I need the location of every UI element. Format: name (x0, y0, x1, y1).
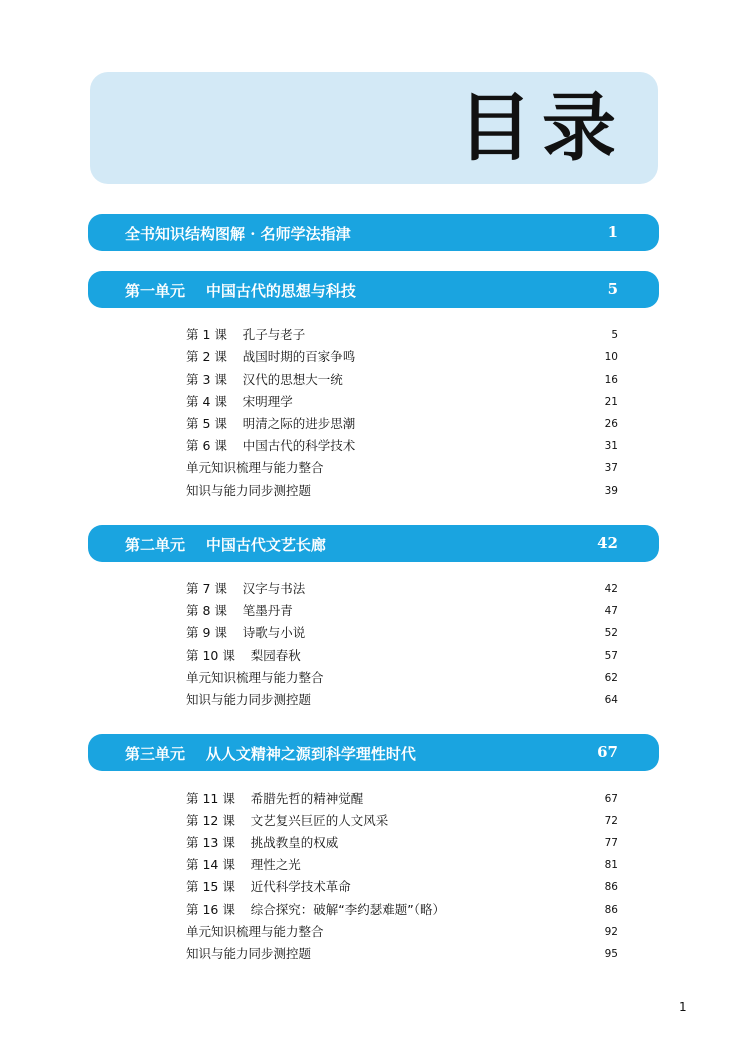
toc-entry[interactable] (186, 944, 618, 964)
entry-page: 26 (604, 418, 618, 430)
entry-page: 62 (604, 672, 618, 684)
toc-entry[interactable] (186, 414, 618, 434)
entry-page: 47 (604, 605, 618, 617)
entry-label: 第 1 课 孔子与老子 (186, 327, 306, 342)
toc-entry[interactable] (186, 789, 618, 809)
toc-entry[interactable] (186, 458, 618, 478)
toc-entry[interactable] (186, 877, 618, 897)
toc-section-bar[interactable] (88, 734, 659, 771)
toc-entry[interactable] (186, 690, 618, 710)
section-label: 第一单元 中国古代的思想与科技 (125, 282, 356, 300)
entry-page: 42 (604, 583, 618, 595)
entry-label: 知识与能力同步测控题 (186, 946, 312, 961)
entry-page: 67 (604, 793, 618, 805)
entry-label: 第 16 课 综合探究：破解“李约瑟难题”（略） (186, 902, 445, 917)
toc-entry[interactable] (186, 392, 618, 412)
entry-label: 第 11 课 希腊先哲的精神觉醒 (186, 791, 364, 806)
entry-page: 39 (604, 485, 618, 497)
toc-entry[interactable] (186, 900, 618, 920)
section-label: 第三单元 从人文精神之源到科学理性时代 (125, 745, 416, 763)
section-label: 第二单元 中国古代文艺长廊 (125, 536, 326, 554)
title-banner (90, 72, 658, 184)
toc-section-bar[interactable] (88, 271, 659, 308)
section-page: 42 (597, 534, 618, 552)
entry-page: 52 (604, 627, 618, 639)
page-title: 目录 (458, 85, 626, 171)
toc-entry[interactable] (186, 370, 618, 390)
entry-label: 第 14 课 理性之光 (186, 857, 301, 872)
entry-label: 第 9 课 诗歌与小说 (186, 625, 306, 640)
toc-entry[interactable] (186, 601, 618, 621)
entry-label: 单元知识梳理与能力整合 (186, 670, 324, 685)
entry-page: 16 (604, 374, 618, 386)
entry-label: 第 4 课 宋明理学 (186, 394, 293, 409)
entry-page: 57 (604, 650, 618, 662)
entry-page: 21 (604, 396, 618, 408)
toc-entry[interactable] (186, 833, 618, 853)
page-number: 1 (679, 1000, 687, 1014)
entry-page: 5 (611, 329, 618, 341)
section-label: 全书知识结构图解 · 名师学法指津 (125, 225, 351, 243)
toc-entry[interactable] (186, 347, 618, 367)
entry-label: 单元知识梳理与能力整合 (186, 460, 324, 475)
entry-page: 95 (604, 948, 618, 960)
entry-label: 第 6 课 中国古代的科学技术 (186, 438, 356, 453)
entry-label: 第 2 课 战国时期的百家争鸣 (186, 349, 356, 364)
entry-page: 86 (604, 904, 618, 916)
toc-entry[interactable] (186, 668, 618, 688)
toc-entry[interactable] (186, 579, 618, 599)
entry-page: 81 (604, 859, 618, 871)
entry-page: 86 (604, 881, 618, 893)
entry-page: 64 (604, 694, 618, 706)
entry-label: 知识与能力同步测控题 (186, 692, 312, 707)
entry-label: 第 7 课 汉字与书法 (186, 581, 306, 596)
entry-page: 77 (604, 837, 618, 849)
toc-entry[interactable] (186, 646, 618, 666)
toc-entry[interactable] (186, 436, 618, 456)
entry-label: 第 10 课 梨园春秋 (186, 648, 301, 663)
toc-entry[interactable] (186, 811, 618, 831)
toc-entry[interactable] (186, 623, 618, 643)
entry-label: 单元知识梳理与能力整合 (186, 924, 324, 939)
entry-label: 第 3 课 汉代的思想大一统 (186, 372, 343, 387)
entry-page: 37 (604, 462, 618, 474)
entry-page: 31 (604, 440, 618, 452)
entry-label: 知识与能力同步测控题 (186, 483, 312, 498)
entry-label: 第 13 课 挑战教皇的权威 (186, 835, 339, 850)
toc-entry[interactable] (186, 325, 618, 345)
entry-label: 第 5 课 明清之际的进步思潮 (186, 416, 356, 431)
toc-entry[interactable] (186, 855, 618, 875)
toc-entry[interactable] (186, 922, 618, 942)
toc-section-bar[interactable] (88, 525, 659, 562)
section-page: 67 (597, 743, 618, 761)
toc-entry[interactable] (186, 481, 618, 501)
toc-section-bar[interactable] (88, 214, 659, 251)
entry-label: 第 8 课 笔墨丹青 (186, 603, 293, 618)
entry-page: 72 (604, 815, 618, 827)
entry-label: 第 15 课 近代科学技术革命 (186, 879, 351, 894)
entry-label: 第 12 课 文艺复兴巨匠的人文风采 (186, 813, 389, 828)
entry-page: 10 (604, 351, 618, 363)
section-page: 5 (607, 280, 618, 298)
entry-page: 92 (604, 926, 618, 938)
section-page: 1 (607, 223, 618, 241)
